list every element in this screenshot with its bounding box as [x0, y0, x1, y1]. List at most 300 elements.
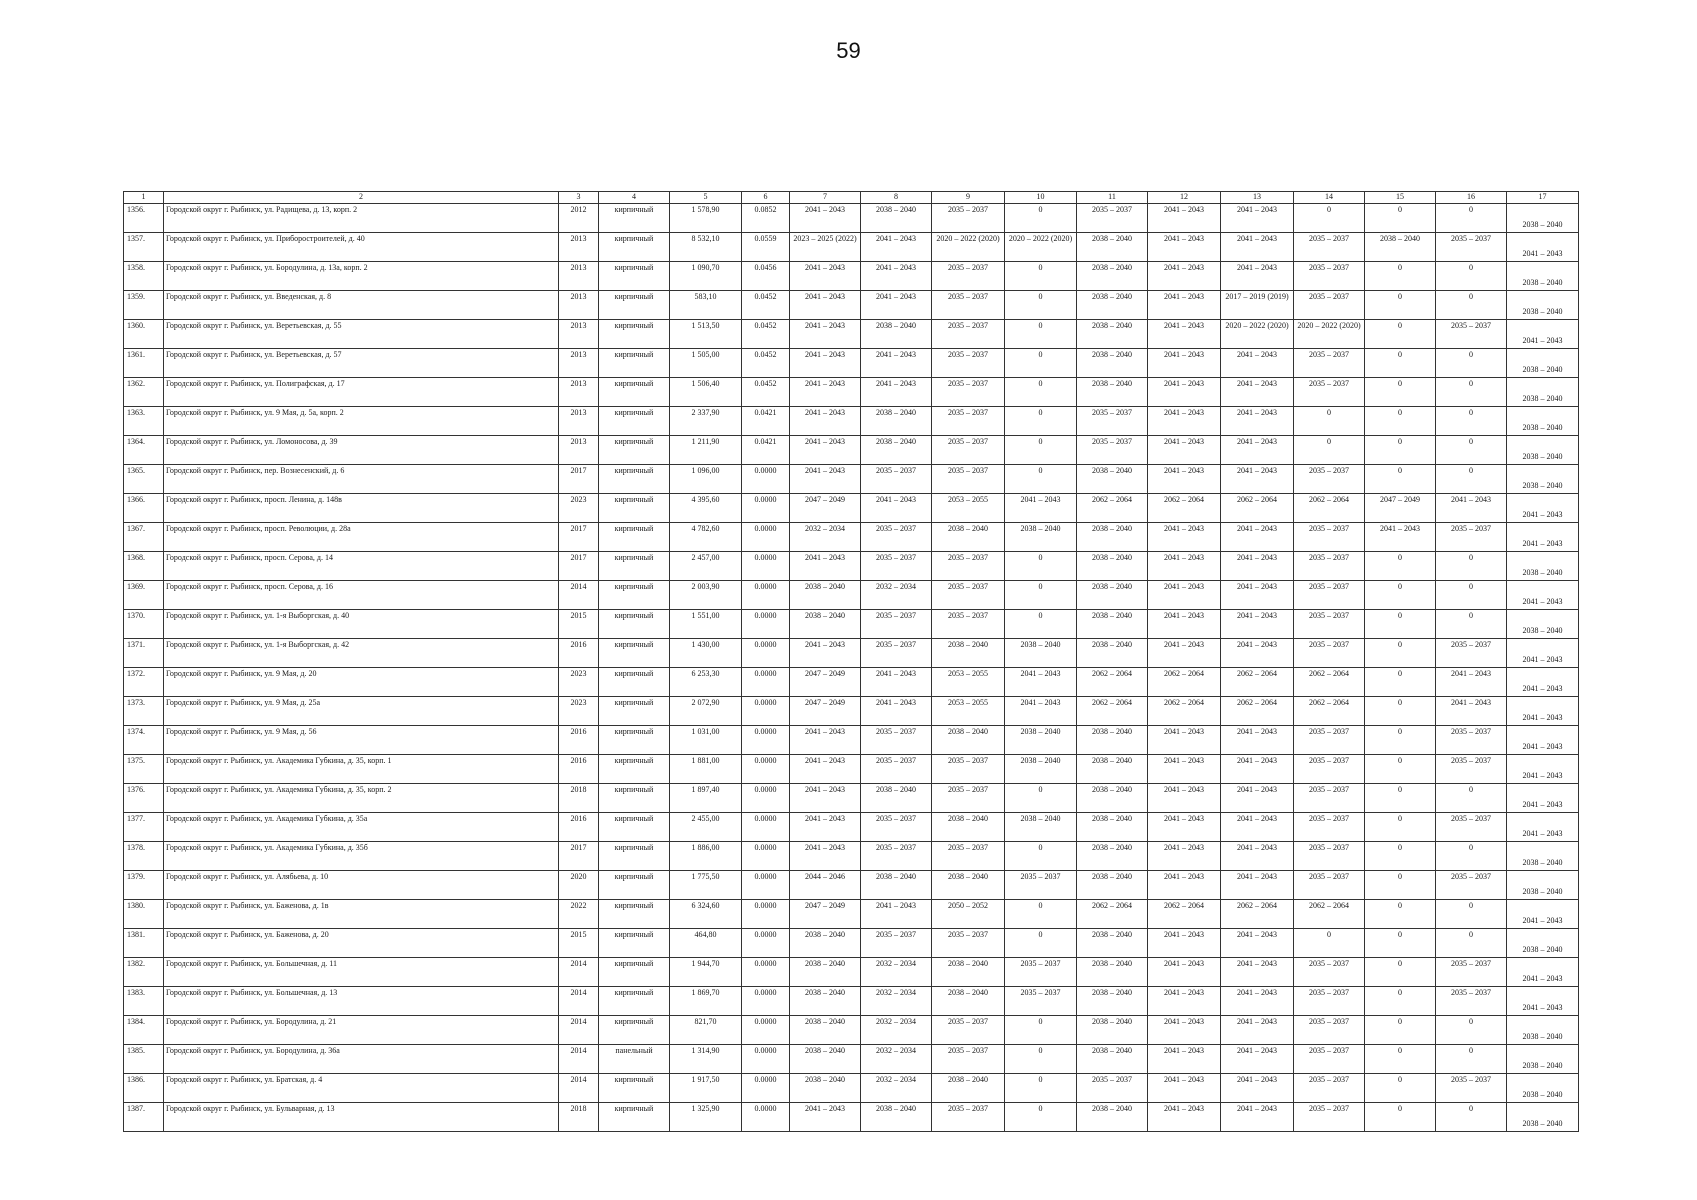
col-16-cell: 2035 – 2037	[1436, 233, 1507, 262]
col-15-cell: 2047 – 2049	[1365, 494, 1436, 523]
table-row	[124, 233, 1579, 262]
col-12-cell: 2041 – 2043	[1148, 871, 1221, 900]
col-12-cell: 2041 – 2043	[1148, 233, 1221, 262]
col-8-cell: 2041 – 2043	[861, 233, 932, 262]
col-area-cell: 1 031,00	[670, 726, 742, 755]
table-row	[124, 349, 1579, 378]
col-16-cell: 2035 – 2037	[1436, 813, 1507, 842]
header-cell-17: 17	[1507, 192, 1579, 204]
col-wear-cell: 0.0000	[742, 581, 790, 610]
col-area-cell: 821,70	[670, 1016, 742, 1045]
col-10-cell: 0	[1005, 262, 1077, 291]
col-14-cell: 2062 – 2064	[1294, 494, 1365, 523]
col-14-cell: 2035 – 2037	[1294, 842, 1365, 871]
col-7-cell: 2047 – 2049	[790, 697, 861, 726]
col-wall-material-cell: кирпичный	[599, 349, 670, 378]
col-14-cell: 0	[1294, 204, 1365, 233]
table-row	[124, 1074, 1579, 1103]
col-17-cell: 2038 – 2040	[1507, 262, 1579, 291]
col-area-cell: 1 211,90	[670, 436, 742, 465]
col-12-cell: 2041 – 2043	[1148, 929, 1221, 958]
table-row	[124, 320, 1579, 349]
col-13-cell: 2041 – 2043	[1221, 523, 1294, 552]
col-wall-material-cell: кирпичный	[599, 233, 670, 262]
col-17-cell: 2038 – 2040	[1507, 929, 1579, 958]
col-10-cell: 0	[1005, 349, 1077, 378]
col-9-cell: 2035 – 2037	[932, 262, 1005, 291]
col-year-cell: 2013	[559, 262, 599, 291]
col-year-cell: 2023	[559, 494, 599, 523]
col-address-cell: Городской округ г. Рыбинск, ул. Большечная, д. 13	[164, 987, 559, 1016]
col-wall-material-cell: кирпичный	[599, 204, 670, 233]
col-13-cell: 2041 – 2043	[1221, 378, 1294, 407]
col-17-cell: 2041 – 2043	[1507, 494, 1579, 523]
col-13-cell: 2041 – 2043	[1221, 436, 1294, 465]
col-11-cell: 2038 – 2040	[1077, 755, 1148, 784]
col-15-cell: 0	[1365, 697, 1436, 726]
col-wall-material-cell: кирпичный	[599, 668, 670, 697]
col-8-cell: 2038 – 2040	[861, 320, 932, 349]
col-wall-material-cell: кирпичный	[599, 552, 670, 581]
col-area-cell: 2 072,90	[670, 697, 742, 726]
col-11-cell: 2038 – 2040	[1077, 1016, 1148, 1045]
col-13-cell: 2041 – 2043	[1221, 842, 1294, 871]
header-cell-13: 13	[1221, 192, 1294, 204]
col-address-cell: Городской округ г. Рыбинск, ул. Приборостроителей, д. 40	[164, 233, 559, 262]
col-wall-material-cell: кирпичный	[599, 320, 670, 349]
col-9-cell: 2038 – 2040	[932, 813, 1005, 842]
table-row	[124, 523, 1579, 552]
col-8-cell: 2041 – 2043	[861, 349, 932, 378]
col-10-cell: 2035 – 2037	[1005, 958, 1077, 987]
col-13-cell: 2041 – 2043	[1221, 1045, 1294, 1074]
col-16-cell: 0	[1436, 1103, 1507, 1132]
col-10-cell: 0	[1005, 204, 1077, 233]
col-7-cell: 2041 – 2043	[790, 262, 861, 291]
col-area-cell: 1 505,00	[670, 349, 742, 378]
col-12-cell: 2041 – 2043	[1148, 726, 1221, 755]
col-13-cell: 2041 – 2043	[1221, 465, 1294, 494]
col-year-cell: 2016	[559, 726, 599, 755]
col-10-cell: 0	[1005, 436, 1077, 465]
col-9-cell: 2053 – 2055	[932, 668, 1005, 697]
col-15-cell: 0	[1365, 639, 1436, 668]
col-7-cell: 2038 – 2040	[790, 1016, 861, 1045]
col-17-cell: 2041 – 2043	[1507, 958, 1579, 987]
col-14-cell: 2035 – 2037	[1294, 378, 1365, 407]
col-10-cell: 0	[1005, 1016, 1077, 1045]
col-year-cell: 2014	[559, 581, 599, 610]
col-wear-cell: 0.0000	[742, 755, 790, 784]
col-area-cell: 464,80	[670, 929, 742, 958]
col-address-cell: Городской округ г. Рыбинск, ул. 9 Мая, д. 56	[164, 726, 559, 755]
col-number-cell: 1372.	[124, 668, 164, 697]
col-13-cell: 2017 – 2019 (2019)	[1221, 291, 1294, 320]
col-16-cell: 0	[1436, 552, 1507, 581]
col-11-cell: 2062 – 2064	[1077, 697, 1148, 726]
col-wall-material-cell: кирпичный	[599, 581, 670, 610]
col-9-cell: 2035 – 2037	[932, 436, 1005, 465]
col-14-cell: 2035 – 2037	[1294, 233, 1365, 262]
col-address-cell: Городской округ г. Рыбинск, ул. Веретьевская, д. 55	[164, 320, 559, 349]
col-area-cell: 1 090,70	[670, 262, 742, 291]
col-wear-cell: 0.0852	[742, 204, 790, 233]
col-9-cell: 2035 – 2037	[932, 349, 1005, 378]
col-16-cell: 0	[1436, 204, 1507, 233]
col-11-cell: 2038 – 2040	[1077, 378, 1148, 407]
col-16-cell: 2035 – 2037	[1436, 958, 1507, 987]
col-wear-cell: 0.0452	[742, 291, 790, 320]
col-year-cell: 2014	[559, 1045, 599, 1074]
col-8-cell: 2041 – 2043	[861, 494, 932, 523]
col-12-cell: 2041 – 2043	[1148, 1074, 1221, 1103]
col-17-cell: 2041 – 2043	[1507, 697, 1579, 726]
col-12-cell: 2041 – 2043	[1148, 842, 1221, 871]
col-11-cell: 2035 – 2037	[1077, 1074, 1148, 1103]
col-9-cell: 2035 – 2037	[932, 1045, 1005, 1074]
col-9-cell: 2035 – 2037	[932, 842, 1005, 871]
col-11-cell: 2038 – 2040	[1077, 262, 1148, 291]
col-area-cell: 1 430,00	[670, 639, 742, 668]
col-year-cell: 2022	[559, 900, 599, 929]
col-16-cell: 2035 – 2037	[1436, 639, 1507, 668]
col-8-cell: 2032 – 2034	[861, 958, 932, 987]
col-8-cell: 2032 – 2034	[861, 1074, 932, 1103]
col-17-cell: 2038 – 2040	[1507, 204, 1579, 233]
col-8-cell: 2035 – 2037	[861, 639, 932, 668]
col-12-cell: 2041 – 2043	[1148, 320, 1221, 349]
header-cell-5: 5	[670, 192, 742, 204]
col-number-cell: 1385.	[124, 1045, 164, 1074]
col-area-cell: 1 513,50	[670, 320, 742, 349]
col-13-cell: 2041 – 2043	[1221, 784, 1294, 813]
col-14-cell: 2062 – 2064	[1294, 900, 1365, 929]
col-number-cell: 1387.	[124, 1103, 164, 1132]
col-11-cell: 2038 – 2040	[1077, 639, 1148, 668]
col-17-cell: 2041 – 2043	[1507, 233, 1579, 262]
col-address-cell: Городской округ г. Рыбинск, ул. Баженова, д. 1в	[164, 900, 559, 929]
col-10-cell: 0	[1005, 929, 1077, 958]
col-wear-cell: 0.0000	[742, 726, 790, 755]
col-17-cell: 2038 – 2040	[1507, 291, 1579, 320]
col-8-cell: 2035 – 2037	[861, 929, 932, 958]
header-cell-12: 12	[1148, 192, 1221, 204]
table-row	[124, 726, 1579, 755]
col-11-cell: 2035 – 2037	[1077, 407, 1148, 436]
col-9-cell: 2038 – 2040	[932, 958, 1005, 987]
col-area-cell: 1 551,00	[670, 610, 742, 639]
table-row	[124, 813, 1579, 842]
col-wear-cell: 0.0421	[742, 407, 790, 436]
col-wear-cell: 0.0000	[742, 494, 790, 523]
col-address-cell: Городской округ г. Рыбинск, просп. Серова, д. 14	[164, 552, 559, 581]
col-8-cell: 2038 – 2040	[861, 1103, 932, 1132]
col-9-cell: 2053 – 2055	[932, 494, 1005, 523]
header-cell-7: 7	[790, 192, 861, 204]
col-12-cell: 2062 – 2064	[1148, 900, 1221, 929]
col-13-cell: 2041 – 2043	[1221, 755, 1294, 784]
col-12-cell: 2041 – 2043	[1148, 204, 1221, 233]
col-8-cell: 2032 – 2034	[861, 581, 932, 610]
col-wall-material-cell: кирпичный	[599, 610, 670, 639]
col-10-cell: 2038 – 2040	[1005, 755, 1077, 784]
col-16-cell: 0	[1436, 465, 1507, 494]
col-13-cell: 2041 – 2043	[1221, 581, 1294, 610]
col-15-cell: 0	[1365, 291, 1436, 320]
col-year-cell: 2013	[559, 291, 599, 320]
col-13-cell: 2041 – 2043	[1221, 552, 1294, 581]
col-16-cell: 0	[1436, 784, 1507, 813]
col-14-cell: 2035 – 2037	[1294, 262, 1365, 291]
col-area-cell: 6 324,60	[670, 900, 742, 929]
col-7-cell: 2041 – 2043	[790, 378, 861, 407]
col-12-cell: 2041 – 2043	[1148, 987, 1221, 1016]
col-wall-material-cell: кирпичный	[599, 465, 670, 494]
col-14-cell: 2035 – 2037	[1294, 726, 1365, 755]
col-wall-material-cell: кирпичный	[599, 494, 670, 523]
col-15-cell: 0	[1365, 755, 1436, 784]
col-9-cell: 2020 – 2022 (2020)	[932, 233, 1005, 262]
col-17-cell: 2041 – 2043	[1507, 639, 1579, 668]
col-8-cell: 2032 – 2034	[861, 987, 932, 1016]
col-16-cell: 2035 – 2037	[1436, 987, 1507, 1016]
col-number-cell: 1360.	[124, 320, 164, 349]
col-14-cell: 2062 – 2064	[1294, 697, 1365, 726]
col-address-cell: Городской округ г. Рыбинск, ул. Веретьевская, д. 57	[164, 349, 559, 378]
col-7-cell: 2041 – 2043	[790, 436, 861, 465]
col-wall-material-cell: панельный	[599, 1045, 670, 1074]
col-wall-material-cell: кирпичный	[599, 784, 670, 813]
col-10-cell: 0	[1005, 610, 1077, 639]
col-year-cell: 2018	[559, 784, 599, 813]
col-8-cell: 2035 – 2037	[861, 523, 932, 552]
col-address-cell: Городской округ г. Рыбинск, просп. Серова, д. 16	[164, 581, 559, 610]
col-7-cell: 2041 – 2043	[790, 465, 861, 494]
col-year-cell: 2020	[559, 871, 599, 900]
col-address-cell: Городской округ г. Рыбинск, просп. Революции, д. 28а	[164, 523, 559, 552]
table-row	[124, 465, 1579, 494]
col-16-cell: 0	[1436, 900, 1507, 929]
col-11-cell: 2038 – 2040	[1077, 610, 1148, 639]
header-cell-15: 15	[1365, 192, 1436, 204]
col-17-cell: 2038 – 2040	[1507, 1016, 1579, 1045]
col-16-cell: 2041 – 2043	[1436, 494, 1507, 523]
col-17-cell: 2041 – 2043	[1507, 813, 1579, 842]
col-address-cell: Городской округ г. Рыбинск, просп. Ленина, д. 148в	[164, 494, 559, 523]
col-10-cell: 2020 – 2022 (2020)	[1005, 233, 1077, 262]
col-10-cell: 0	[1005, 378, 1077, 407]
header-cell-8: 8	[861, 192, 932, 204]
col-12-cell: 2062 – 2064	[1148, 494, 1221, 523]
col-address-cell: Городской округ г. Рыбинск, ул. Большечная, д. 11	[164, 958, 559, 987]
col-wear-cell: 0.0000	[742, 1074, 790, 1103]
col-address-cell: Городской округ г. Рыбинск, ул. Академика Губкина, д. 35а	[164, 813, 559, 842]
col-9-cell: 2035 – 2037	[932, 320, 1005, 349]
col-8-cell: 2041 – 2043	[861, 262, 932, 291]
col-number-cell: 1373.	[124, 697, 164, 726]
col-16-cell: 2041 – 2043	[1436, 697, 1507, 726]
header-cell-1: 1	[124, 192, 164, 204]
col-17-cell: 2041 – 2043	[1507, 900, 1579, 929]
col-13-cell: 2041 – 2043	[1221, 958, 1294, 987]
col-7-cell: 2041 – 2043	[790, 726, 861, 755]
col-7-cell: 2038 – 2040	[790, 1074, 861, 1103]
col-address-cell: Городской округ г. Рыбинск, ул. 9 Мая, д. 5а, корп. 2	[164, 407, 559, 436]
col-11-cell: 2038 – 2040	[1077, 871, 1148, 900]
col-12-cell: 2041 – 2043	[1148, 552, 1221, 581]
col-area-cell: 1 506,40	[670, 378, 742, 407]
col-area-cell: 4 782,60	[670, 523, 742, 552]
col-10-cell: 0	[1005, 842, 1077, 871]
col-10-cell: 2041 – 2043	[1005, 494, 1077, 523]
col-15-cell: 0	[1365, 900, 1436, 929]
col-number-cell: 1364.	[124, 436, 164, 465]
col-8-cell: 2032 – 2034	[861, 1045, 932, 1074]
col-15-cell: 0	[1365, 726, 1436, 755]
col-year-cell: 2016	[559, 639, 599, 668]
col-wall-material-cell: кирпичный	[599, 697, 670, 726]
table-row	[124, 958, 1579, 987]
col-10-cell: 2041 – 2043	[1005, 668, 1077, 697]
col-year-cell: 2013	[559, 407, 599, 436]
col-15-cell: 0	[1365, 871, 1436, 900]
table-row	[124, 610, 1579, 639]
col-7-cell: 2032 – 2034	[790, 523, 861, 552]
col-14-cell: 0	[1294, 407, 1365, 436]
col-10-cell: 0	[1005, 407, 1077, 436]
col-wear-cell: 0.0452	[742, 378, 790, 407]
col-wear-cell: 0.0452	[742, 320, 790, 349]
col-13-cell: 2041 – 2043	[1221, 639, 1294, 668]
col-number-cell: 1365.	[124, 465, 164, 494]
col-17-cell: 2041 – 2043	[1507, 581, 1579, 610]
col-year-cell: 2017	[559, 552, 599, 581]
col-7-cell: 2041 – 2043	[790, 813, 861, 842]
col-7-cell: 2041 – 2043	[790, 291, 861, 320]
col-7-cell: 2041 – 2043	[790, 320, 861, 349]
col-14-cell: 2035 – 2037	[1294, 639, 1365, 668]
table-row	[124, 204, 1579, 233]
col-17-cell: 2041 – 2043	[1507, 320, 1579, 349]
table-row	[124, 1016, 1579, 1045]
col-12-cell: 2062 – 2064	[1148, 697, 1221, 726]
col-12-cell: 2041 – 2043	[1148, 958, 1221, 987]
col-year-cell: 2015	[559, 610, 599, 639]
col-13-cell: 2041 – 2043	[1221, 233, 1294, 262]
col-area-cell: 2 455,00	[670, 813, 742, 842]
table-row	[124, 1103, 1579, 1132]
col-wear-cell: 0.0000	[742, 1103, 790, 1132]
col-11-cell: 2038 – 2040	[1077, 523, 1148, 552]
col-9-cell: 2038 – 2040	[932, 639, 1005, 668]
col-13-cell: 2041 – 2043	[1221, 813, 1294, 842]
col-16-cell: 0	[1436, 291, 1507, 320]
col-7-cell: 2047 – 2049	[790, 494, 861, 523]
col-15-cell: 0	[1365, 552, 1436, 581]
col-address-cell: Городской округ г. Рыбинск, ул. Академика Губкина, д. 35б	[164, 842, 559, 871]
col-7-cell: 2041 – 2043	[790, 639, 861, 668]
col-number-cell: 1358.	[124, 262, 164, 291]
col-wall-material-cell: кирпичный	[599, 929, 670, 958]
col-10-cell: 0	[1005, 320, 1077, 349]
col-wear-cell: 0.0456	[742, 262, 790, 291]
col-14-cell: 2035 – 2037	[1294, 958, 1365, 987]
col-16-cell: 2035 – 2037	[1436, 726, 1507, 755]
col-number-cell: 1384.	[124, 1016, 164, 1045]
col-area-cell: 1 869,70	[670, 987, 742, 1016]
col-wear-cell: 0.0000	[742, 610, 790, 639]
col-14-cell: 2035 – 2037	[1294, 1045, 1365, 1074]
table-row	[124, 900, 1579, 929]
col-wear-cell: 0.0000	[742, 1045, 790, 1074]
table-row	[124, 842, 1579, 871]
col-17-cell: 2041 – 2043	[1507, 523, 1579, 552]
col-number-cell: 1386.	[124, 1074, 164, 1103]
col-wear-cell: 0.0000	[742, 1016, 790, 1045]
col-wear-cell: 0.0452	[742, 349, 790, 378]
table-row	[124, 378, 1579, 407]
col-address-cell: Городской округ г. Рыбинск, ул. Баженова, д. 20	[164, 929, 559, 958]
header-cell-14: 14	[1294, 192, 1365, 204]
col-16-cell: 0	[1436, 1016, 1507, 1045]
col-9-cell: 2053 – 2055	[932, 697, 1005, 726]
col-7-cell: 2041 – 2043	[790, 204, 861, 233]
col-10-cell: 0	[1005, 291, 1077, 320]
table-row	[124, 407, 1579, 436]
col-9-cell: 2035 – 2037	[932, 1103, 1005, 1132]
col-9-cell: 2050 – 2052	[932, 900, 1005, 929]
col-8-cell: 2041 – 2043	[861, 668, 932, 697]
col-address-cell: Городской округ г. Рыбинск, ул. 1-я Выборгская, д. 42	[164, 639, 559, 668]
col-15-cell: 0	[1365, 1016, 1436, 1045]
col-9-cell: 2035 – 2037	[932, 581, 1005, 610]
col-number-cell: 1359.	[124, 291, 164, 320]
col-wear-cell: 0.0000	[742, 465, 790, 494]
col-13-cell: 2020 – 2022 (2020)	[1221, 320, 1294, 349]
col-address-cell: Городской округ г. Рыбинск, ул. Братская, д. 4	[164, 1074, 559, 1103]
col-10-cell: 2041 – 2043	[1005, 697, 1077, 726]
col-area-cell: 1 775,50	[670, 871, 742, 900]
col-year-cell: 2014	[559, 958, 599, 987]
col-area-cell: 1 096,00	[670, 465, 742, 494]
col-17-cell: 2038 – 2040	[1507, 1045, 1579, 1074]
col-12-cell: 2041 – 2043	[1148, 1045, 1221, 1074]
col-address-cell: Городской округ г. Рыбинск, ул. Бульварная, д. 13	[164, 1103, 559, 1132]
col-17-cell: 2038 – 2040	[1507, 1074, 1579, 1103]
col-11-cell: 2035 – 2037	[1077, 204, 1148, 233]
col-area-cell: 8 532,10	[670, 233, 742, 262]
col-15-cell: 0	[1365, 668, 1436, 697]
col-9-cell: 2038 – 2040	[932, 523, 1005, 552]
col-8-cell: 2041 – 2043	[861, 291, 932, 320]
col-address-cell: Городской округ г. Рыбинск, ул. Бородулина, д. 21	[164, 1016, 559, 1045]
header-cell-11: 11	[1077, 192, 1148, 204]
col-16-cell: 0	[1436, 407, 1507, 436]
col-year-cell: 2013	[559, 436, 599, 465]
col-wear-cell: 0.0000	[742, 929, 790, 958]
col-9-cell: 2035 – 2037	[932, 465, 1005, 494]
col-8-cell: 2032 – 2034	[861, 1016, 932, 1045]
col-wall-material-cell: кирпичный	[599, 1016, 670, 1045]
col-wear-cell: 0.0000	[742, 900, 790, 929]
header-cell-16: 16	[1436, 192, 1507, 204]
table-row	[124, 639, 1579, 668]
table-row	[124, 697, 1579, 726]
col-13-cell: 2062 – 2064	[1221, 494, 1294, 523]
col-15-cell: 0	[1365, 784, 1436, 813]
col-wall-material-cell: кирпичный	[599, 523, 670, 552]
col-16-cell: 0	[1436, 581, 1507, 610]
